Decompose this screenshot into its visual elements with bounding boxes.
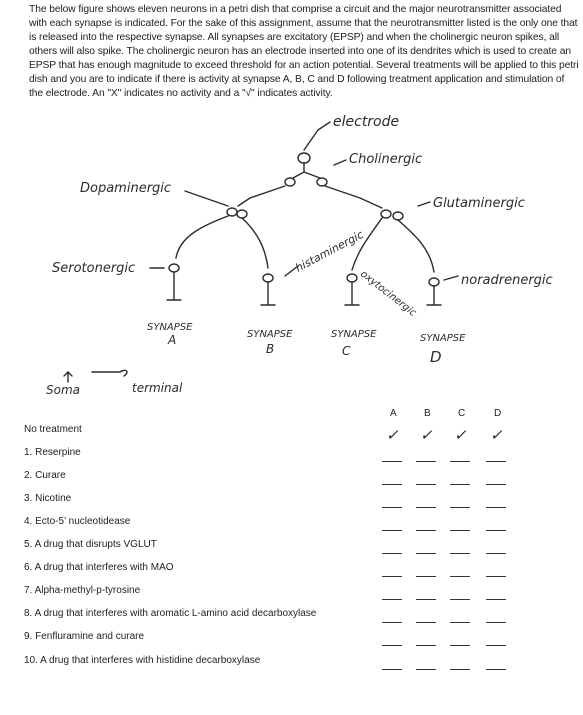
check-mark-d: ✓ <box>490 427 503 444</box>
answer-blank-c-9[interactable] <box>450 645 470 646</box>
answer-blank-c-8[interactable] <box>450 622 470 623</box>
question-no-treatment: No treatment <box>24 424 82 435</box>
synapse-d-letter: D <box>430 348 442 366</box>
oxytocinergic-soma <box>347 274 357 282</box>
answer-blank-d-2[interactable] <box>486 484 506 485</box>
answer-blank-b-5[interactable] <box>416 553 436 554</box>
answer-blank-a-9[interactable] <box>382 645 402 646</box>
question-7: 7. Alpha-methyl-p-tyrosine <box>24 585 141 596</box>
question-1: 1. Reserpine <box>24 447 81 458</box>
answer-blank-b-1[interactable] <box>416 461 436 462</box>
check-mark-c: ✓ <box>454 427 467 444</box>
answer-blank-b-6[interactable] <box>416 576 436 577</box>
answer-blank-c-6[interactable] <box>450 576 470 577</box>
cholinergic-terminal-right <box>317 178 327 186</box>
glutaminergic-soma <box>381 210 391 218</box>
answer-blank-a-1[interactable] <box>382 461 402 462</box>
label-electrode: electrode <box>333 114 400 130</box>
label-serotonergic: Serotonergic <box>52 261 136 276</box>
synapse-b-label: SYNAPSE <box>247 329 293 340</box>
answer-blank-a-4[interactable] <box>382 530 402 531</box>
answer-blank-d-6[interactable] <box>486 576 506 577</box>
serotonergic-soma <box>169 264 179 272</box>
answer-blank-d-8[interactable] <box>486 622 506 623</box>
cholinergic-soma <box>298 153 310 163</box>
answer-blank-d-10[interactable] <box>486 669 506 670</box>
answer-blank-d-9[interactable] <box>486 645 506 646</box>
answer-blank-c-7[interactable] <box>450 599 470 600</box>
label-cholinergic: Cholinergic <box>349 152 423 167</box>
check-mark-a: ✓ <box>386 427 399 444</box>
answer-blank-a-6[interactable] <box>382 576 402 577</box>
check-mark-b: ✓ <box>420 427 433 444</box>
answer-blank-c-1[interactable] <box>450 461 470 462</box>
answer-blank-a-7[interactable] <box>382 599 402 600</box>
question-10: 10. A drug that interferes with histidine decarboxylase <box>24 655 261 666</box>
answer-blank-d-1[interactable] <box>486 461 506 462</box>
electrode-line <box>304 122 330 150</box>
answer-blank-a-2[interactable] <box>382 484 402 485</box>
answer-blank-d-5[interactable] <box>486 553 506 554</box>
synapse-c-letter: C <box>342 344 351 358</box>
column-header-d: D <box>494 408 502 419</box>
synapse-c-label: SYNAPSE <box>331 329 377 340</box>
answer-blank-a-5[interactable] <box>382 553 402 554</box>
column-header-b: B <box>424 408 431 419</box>
histaminergic-soma <box>263 274 273 282</box>
answer-blank-b-9[interactable] <box>416 645 436 646</box>
question-9: 9. Fenfluramine and curare <box>24 631 145 642</box>
synapse-a-letter: A <box>168 333 177 347</box>
instructions-paragraph: The below figure shows eleven neurons in a petri dish that comprise a circuit and the major neurotransmitter associated with each synapse is indicated. For the sake of this assignment, assume that the neurotransmitter listed is the only one that is released into the respective synapse. All synapses are excitatory (EPSP) and when the cholinergic neuron spikes, all others will also spike. The cholinergic neuron has an electrode inserted into one of its dendrites which is used to create an EPSP that has enough magnitude to exceed threshold for an action potential. Several treatments will be applied to this petri dish and you are to indicate if there is activity at synapse A, B, C and D following treatment application and stimulation of the electrode. An "X" indicates no activity and a "√" indicates activity. <box>29 4 579 99</box>
label-glutaminergic: Glutaminergic <box>433 196 525 211</box>
answer-blank-b-2[interactable] <box>416 484 436 485</box>
synapse-a-label: SYNAPSE <box>147 322 193 333</box>
label-oxytocinergic: oxytocinergic <box>358 268 419 319</box>
answer-blank-a-3[interactable] <box>382 507 402 508</box>
question-4: 4. Ecto-5’ nucleotidease <box>24 516 131 527</box>
answer-blank-c-2[interactable] <box>450 484 470 485</box>
question-3: 3. Nicotine <box>24 493 72 504</box>
answer-blank-d-4[interactable] <box>486 530 506 531</box>
question-6: 6. A drug that interferes with MAO <box>24 562 174 573</box>
answer-blank-b-8[interactable] <box>416 622 436 623</box>
question-8: 8. A drug that interferes with aromatic L-amino acid decarboxylase <box>24 608 317 619</box>
answer-blank-a-10[interactable] <box>382 669 402 670</box>
cholinergic-terminal-left <box>285 178 295 186</box>
answer-blank-b-10[interactable] <box>416 669 436 670</box>
answer-blank-b-3[interactable] <box>416 507 436 508</box>
synapse-b-letter: B <box>266 342 275 356</box>
label-soma: Soma <box>46 383 81 397</box>
answer-blank-d-3[interactable] <box>486 507 506 508</box>
answer-blank-d-7[interactable] <box>486 599 506 600</box>
answer-blank-c-10[interactable] <box>450 669 470 670</box>
noradrenergic-soma <box>429 278 439 286</box>
answer-blank-c-4[interactable] <box>450 530 470 531</box>
column-header-a: A <box>390 408 397 419</box>
answer-blank-c-5[interactable] <box>450 553 470 554</box>
answer-blank-a-8[interactable] <box>382 622 402 623</box>
synapse-d-label: SYNAPSE <box>420 333 466 344</box>
answer-blank-c-3[interactable] <box>450 507 470 508</box>
answer-blank-b-4[interactable] <box>416 530 436 531</box>
label-noradrenergic: noradrenergic <box>461 273 553 288</box>
question-5: 5. A drug that disrupts VGLUT <box>24 539 157 550</box>
label-terminal: terminal <box>132 381 183 395</box>
label-dopaminergic: Dopaminergic <box>80 181 172 196</box>
answer-blank-b-7[interactable] <box>416 599 436 600</box>
column-header-c: C <box>458 408 466 419</box>
label-histaminergic: histaminergic <box>293 227 366 275</box>
question-2: 2. Curare <box>24 470 66 481</box>
dopaminergic-soma <box>227 208 237 216</box>
